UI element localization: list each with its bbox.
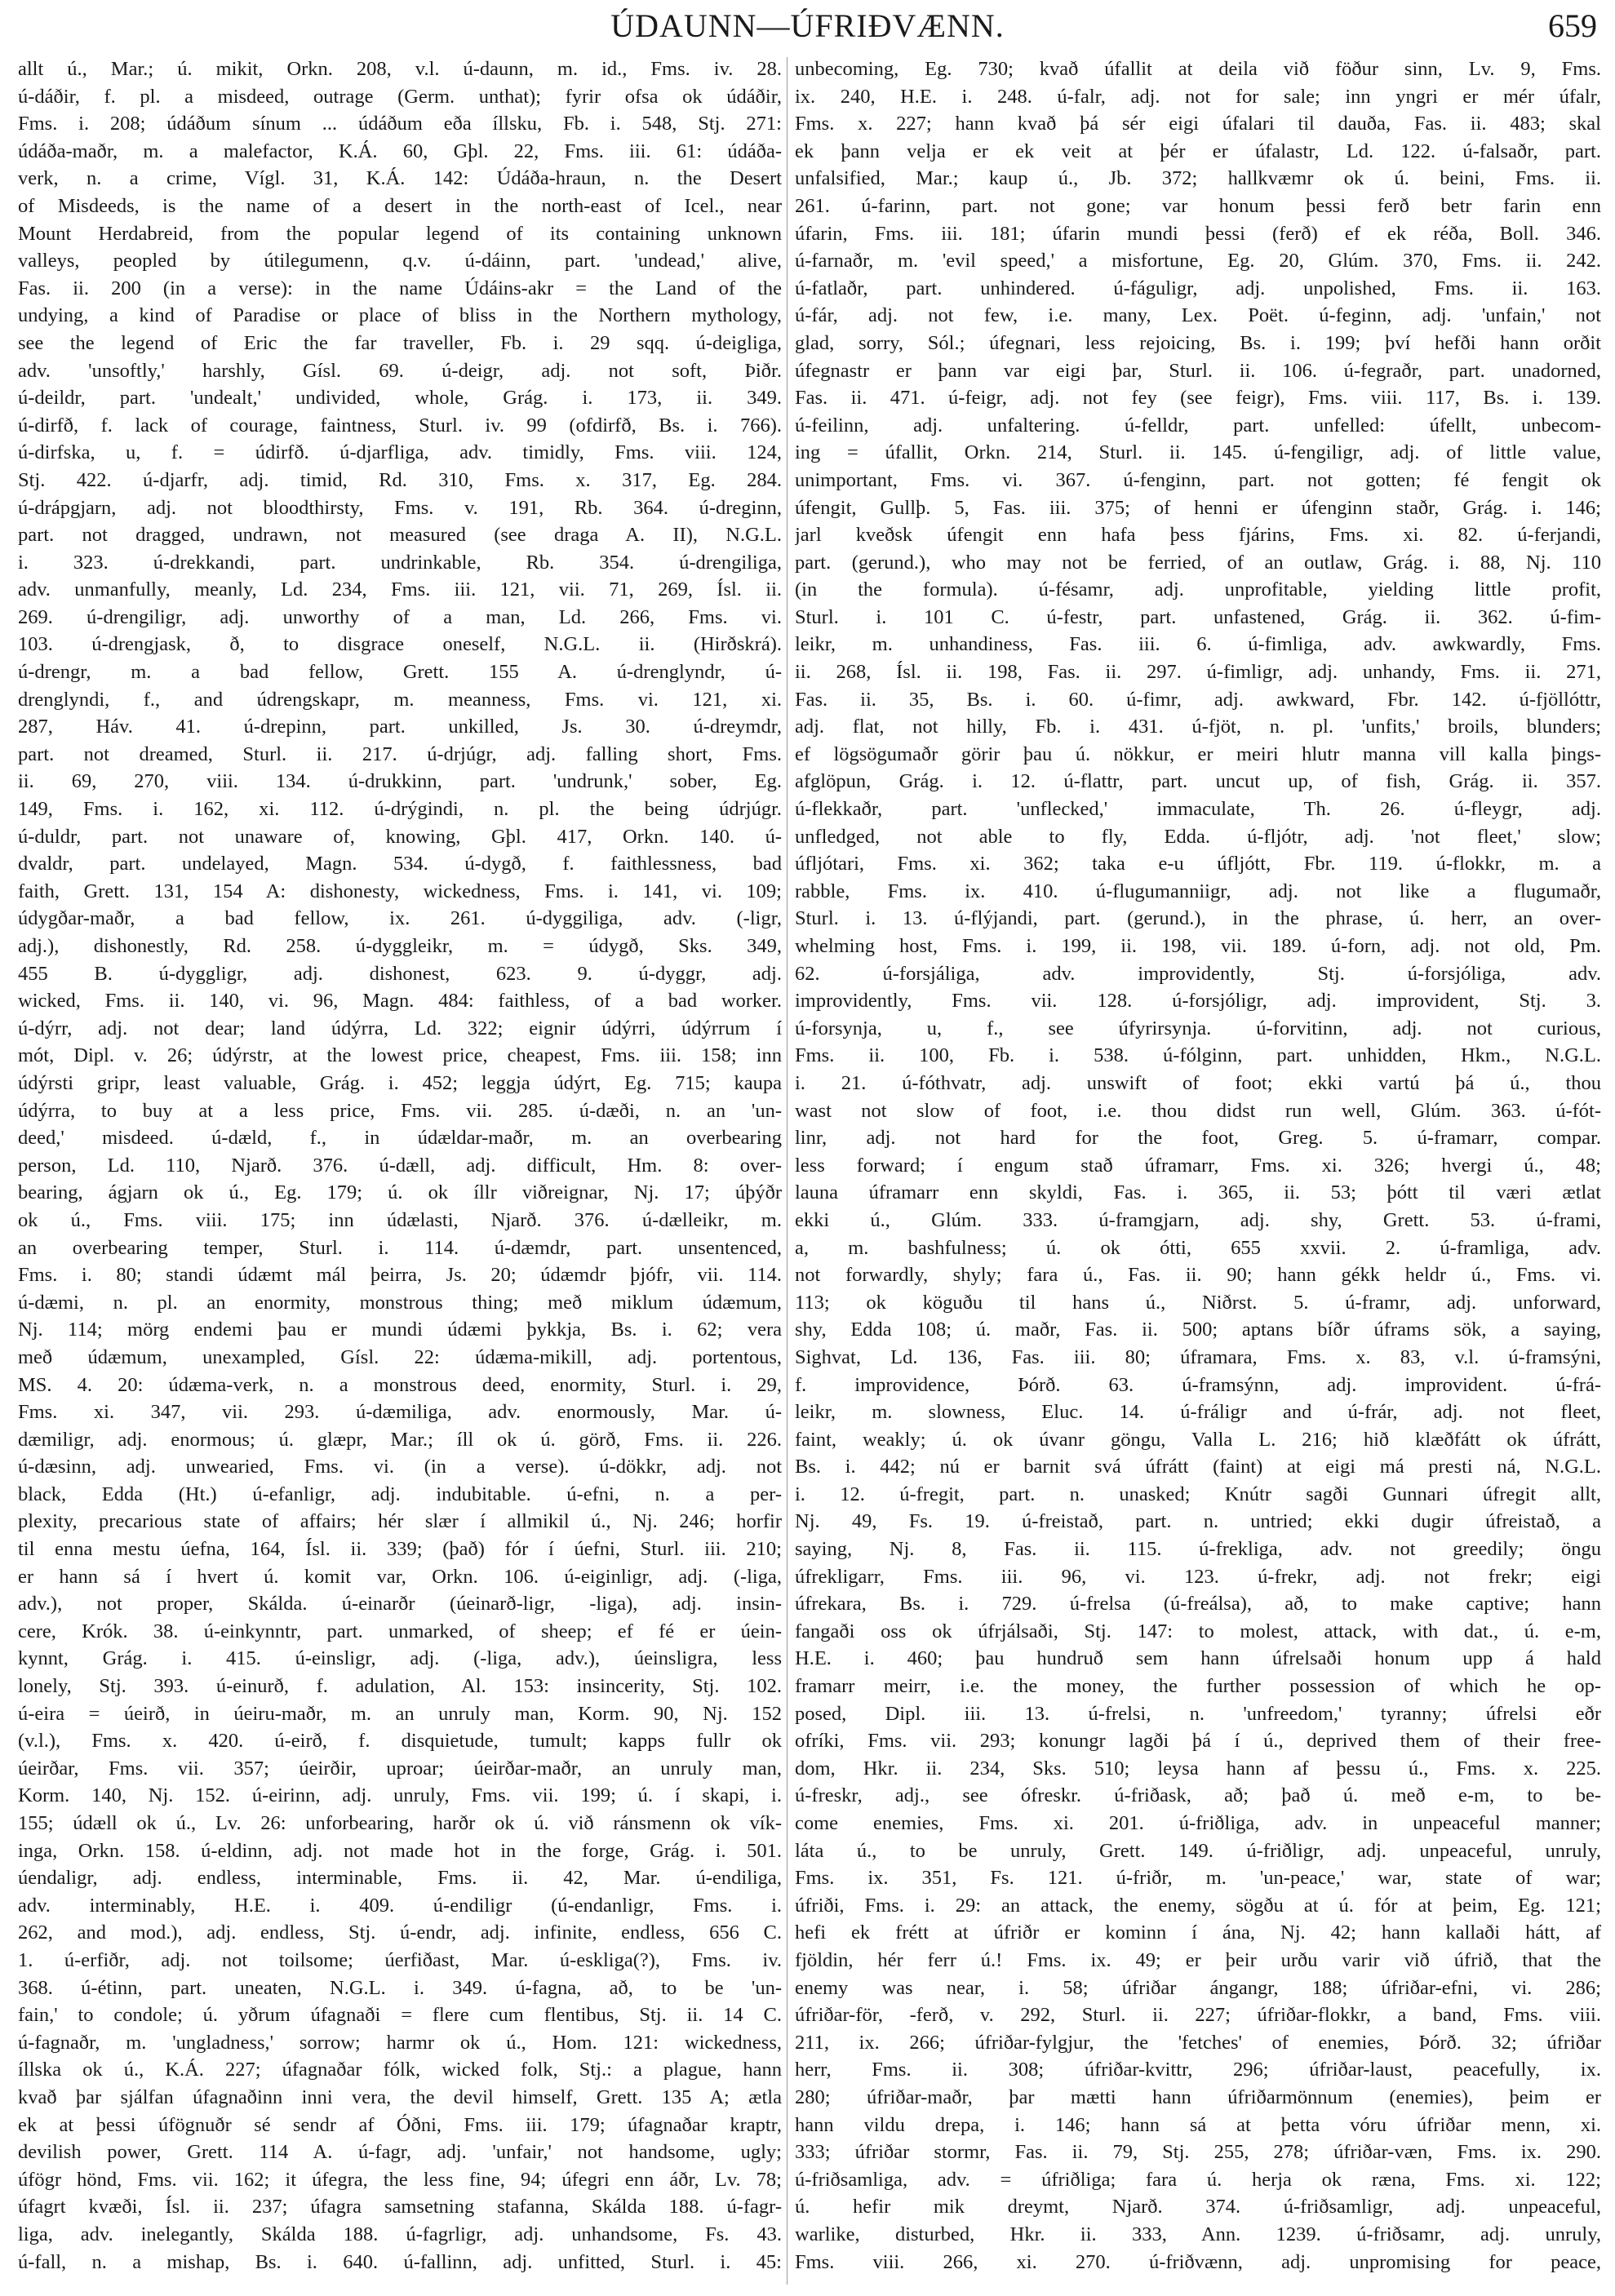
text-line: shy, Edda 108; ú. maðr, Fas. ii. 500; aptans bíðr úframs sök, a saying, [795,1319,1601,1341]
text-line: lonely, Stj. 393. ú-einurð, f. adulation, Al. 153: insincerity, Stj. 102. [18,1675,782,1698]
text-line: cere, Krók. 38. ú-einkynntr, part. unmarked, of sheep; ef fé er úein- [18,1620,782,1642]
text-line: 155; údæll ok ú., Lv. 26: unforbearing, harðr ok ú. við ránsmenn ok vík- [18,1812,782,1834]
text-line: 280; úfriðar-maðr, þar mætti hann úfriðarmönnum (enemies), þeim er [795,2085,1601,2108]
text-line: ofríki, Fms. vii. 293; konungr lagði þá í ú., deprived them of their free- [795,1730,1601,1753]
text-line: Fms. x. 227; hann kvað þá sér eigi úfalari til dauða, Fas. ii. 483; skal [795,113,1601,135]
text-line: fangaði oss ok úfrjálsaði, Stj. 147: to molest, attack, with dat., ú. e-m, [795,1620,1601,1642]
text-line: allt ú., Mar.; ú. mikit, Orkn. 208, v.l. ú-daunn, m. id., Fms. iv. 28. [18,58,782,80]
text-line: 211, ix. 266; úfriðar-fylgjur, the 'fetches' of enemies, Þórð. 32; úfriðar [795,2031,1601,2054]
text-line: adj. flat, not hilly, Fb. i. 431. ú-fjöt, n. pl. 'unfits,' broils, blunders; [795,716,1601,738]
text-line: ú-flekkaðr, part. 'unflecked,' immaculate, Th. 26. ú-fleygr, adj. [795,798,1601,821]
text-line: black, Edda (Ht.) ú-efanligr, adj. indubitable. ú-efni, n. a per- [18,1483,782,1505]
text-line: wast not slow of foot, i.e. thou didst run well, Glúm. 363. ú-fót- [795,1099,1601,1122]
text-line: dvaldr, part. undelayed, Magn. 534. ú-dygð, f. faithlessness, bad [18,853,782,875]
text-line: Bs. i. 442; nú er barnit svá úfrátt (faint) at eigi má presti ná, N.G.L. [795,1456,1601,1478]
text-line: ú-drengr, m. a bad fellow, Grett. 155 A. ú-drenglyndr, ú- [18,661,782,684]
text-line: ú-dirfska, u, f. = údirfð. ú-djarfliga, adv. timidly, Fms. viii. 124, [18,441,782,464]
column-divider [787,57,788,2285]
text-line: úfriði, Fms. i. 29: an attack, the enemy, sögðu at ú. fór at þeim, Eg. 121; [795,1894,1601,1917]
text-line: 1. ú-erfiðr, adj. not toilsome; úerfiðast, Mar. ú-eskliga(?), Fms. iv. [18,1948,782,1971]
text-line: warlike, disturbed, Hkr. ii. 333, Ann. 1239. ú-friðsamr, adj. unruly, [795,2223,1601,2245]
text-line: til enna mestu úefna, 164, Ísl. ii. 339; (það) fór í úefni, Sturl. iii. 210; [18,1538,782,1561]
text-line: i. 21. ú-fóthvatr, adj. unswift of foot; ekki vartú þá ú., thou [795,1071,1601,1094]
text-line: ú-dæsinn, adj. unwearied, Fms. vi. (in a verse). ú-dökkr, adj. not [18,1456,782,1478]
text-line: Sturl. i. 101 C. ú-festr, part. unfastened, Grág. ii. 362. ú-fim- [795,605,1601,628]
text-line: adv. interminably, H.E. i. 409. ú-endiligr (ú-endanligr, Fms. i. [18,1894,782,1917]
text-line: hefi ek frétt at úfriðr er kominn í ána, Nj. 42; hann kallaði hátt, af [795,1921,1601,1944]
text-line: glad, sorry, Sól.; úfegnari, less rejoicing, Bs. i. 199; því hefði hann orðit [795,331,1601,354]
text-line: part. (gerund.), who may not be ferried, of an outlaw, Grág. i. 88, Nj. 110 [795,551,1601,574]
left-column [18,55,782,2276]
text-line: údýrsti gripr, least valuable, Grág. i. 452; leggja údýrt, Eg. 715; kaupa [18,1071,782,1094]
text-line: ix. 240, H.E. i. 248. ú-falr, adj. not for sale; inn yngri er mér úfalr, [795,85,1601,108]
text-line: Fms. ii. 100, Fb. i. 538. ú-fólginn, part. unhidden, Hkm., N.G.L. [795,1044,1601,1067]
text-line: Fas. ii. 200 (in a verse): in the name Údáins-akr = the Land of the [18,277,782,299]
text-line: 103. ú-drengjask, ð, to disgrace oneself, N.G.L. ii. (Hirðskrá). [18,633,782,656]
text-line: 368. ú-étinn, part. uneaten, N.G.L. i. 349. ú-fagna, að, to be 'un- [18,1976,782,1999]
page-number: 659 [1548,7,1597,44]
text-line: launa úframarr enn skyldi, Fas. i. 365, ii. 53; þótt til væri ætlat [795,1181,1601,1204]
text-line: ú-fár, adj. not few, i.e. many, Lex. Poët. ú-feginn, adj. 'unfain,' not [795,304,1601,327]
text-line: ú-friðsamliga, adv. = úfriðliga; fara ú. herja ok ræna, Fms. xi. 122; [795,2168,1601,2191]
text-line: come enemies, Fms. xi. 201. ú-friðliga, adv. in unpeaceful manner; [795,1812,1601,1834]
text-line: ekki ú., Glúm. 333. ú-framgjarn, adj. shy, Grett. 53. ú-frami, [795,1208,1601,1231]
text-line: afglöpun, Grág. i. 12. ú-flattr, part. uncut up, of fish, Grág. ii. 357. [795,770,1601,793]
text-line: (in the formula). ú-fésamr, adj. unprofitable, yielding little profit, [795,578,1601,601]
text-line: kynnt, Grág. i. 415. ú-einsligr, adj. (-liga, adv.), úeinsligra, less [18,1647,782,1670]
right-column [795,55,1601,2276]
text-line: Fms. viii. 266, xi. 270. ú-friðvænn, adj. unpromising for peace, [795,2250,1601,2273]
text-line: 62. ú-forsjáliga, adv. improvidently, Stj. ú-forsjóliga, adv. [795,962,1601,985]
text-line: rabble, Fms. ix. 410. ú-flugumanniigr, adj. not like a flugumaðr, [795,880,1601,902]
text-line: úendaligr, adj. endless, interminable, Fms. ii. 42, Mar. ú-endiliga, [18,1867,782,1890]
text-line: dom, Hkr. ii. 234, Sks. 510; leysa hann af þessu ú., Fms. x. 225. [795,1757,1601,1780]
text-line: less forward; í engum stað úframarr, Fms. xi. 326; hvergi ú., 48; [795,1154,1601,1177]
text-line: MS. 4. 20: údæma-verk, n. a monstrous deed, enormity, Sturl. i. 29, [18,1373,782,1396]
text-line: inga, Orkn. 158. ú-eldinn, adj. not made hot in the forge, Grág. i. 501. [18,1839,782,1862]
text-line: adj.), dishonestly, Rd. 258. ú-dyggleikr, m. = údygð, Sks. 349, [18,935,782,957]
text-line: ú-drápgjarn, adj. not bloodthirsty, Fms. v. 191, Rb. 364. ú-dreginn, [18,496,782,519]
text-line: 333; úfriðar stormr, Fas. ii. 79, Stj. 255, 278; úfriðar-væn, Fms. ix. 290. [795,2141,1601,2164]
text-line: faith, Grett. 131, 154 A: dishonesty, wickedness, Fms. i. 141, vi. 109; [18,880,782,902]
text-line: ú-dýrr, adj. not dear; land údýrra, Ld. 322; eignir údýrri, údýrrum í [18,1017,782,1039]
page-header [0,7,1615,52]
text-line: láta ú., to be unruly, Grett. 149. ú-friðligr, adj. unpeaceful, unruly, [795,1839,1601,1862]
text-line: herr, Fms. ii. 308; úfriðar-kvittr, 296; úfriðar-laust, peacefully, ix. [795,2059,1601,2081]
text-line: úfarin, Fms. iii. 181; úfarin mundi þessi (ferð) ef ek réða, Boll. 346. [795,222,1601,245]
text-line: deed,' misdeed. ú-dæld, f., in údældar-maðr, m. an overbearing [18,1127,782,1150]
text-line: framarr meirr, i.e. the money, the further possession of which he op- [795,1675,1601,1698]
text-line: not forwardly, shyly; fara ú., Fas. ii. 90; hann gékk heldr ú., Fms. vi. [795,1264,1601,1287]
text-line: unfalsified, Mar.; kaup ú., Jb. 372; hallkvæmr ok ú. beini, Fms. ii. [795,167,1601,190]
text-line: með údæmum, unexampled, Gísl. 22: údæma-mikill, adj. portentous, [18,1345,782,1368]
text-line: ú-farnaðr, m. 'evil speed,' a misfortune, Eg. 20, Glúm. 370, Fms. ii. 242. [795,250,1601,273]
text-line: ú-fatlaðr, part. unhindered. ú-fáguligr, adj. unpolished, Fms. ii. 163. [795,277,1601,299]
text-line: 261. ú-farinn, part. not gone; var honum þessi ferð betr farin enn [795,194,1601,217]
text-line: úfagrt kvæði, Ísl. ii. 237; úfagra samsetning stafanna, Skálda 188. ú-fagr- [18,2196,782,2218]
text-line: undying, a kind of Paradise or place of bliss in the Northern mythology, [18,304,782,327]
text-line: íllska ok ú., K.Á. 227; úfagnaðar fólk, wicked folk, Stj.: a plague, hann [18,2059,782,2081]
text-line: Korm. 140, Nj. 152. ú-eirinn, adj. unruly, Fms. vii. 199; ú. í skapi, i. [18,1784,782,1807]
text-line: Sighvat, Ld. 136, Fas. iii. 80; úframara, Fms. x. 83, v.l. ú-framsýni, [795,1345,1601,1368]
text-line: Stj. 422. ú-djarfr, adj. timid, Rd. 310, Fms. x. 317, Eg. 284. [18,468,782,491]
text-line: Fas. ii. 35, Bs. i. 60. ú-fimr, adj. awkward, Fbr. 142. ú-fjöllóttr, [795,688,1601,711]
text-line: ok ú., Fms. viii. 175; inn údælasti, Njarð. 376. ú-dælleikr, m. [18,1208,782,1231]
text-line: er hann sá í hvert ú. komit var, Orkn. 106. ú-eiginligr, adj. (-liga, [18,1565,782,1588]
text-line: ú-fall, n. a mishap, Bs. i. 640. ú-fallinn, adj. unfitted, Sturl. i. 45: [18,2250,782,2273]
text-line: plexity, precarious state of affairs; hér slær í allmikil ú., Nj. 246; horfir [18,1510,782,1533]
text-line: úfengit, Gullþ. 5, Fas. iii. 375; of henni er úfenginn staðr, Grág. i. 146; [795,496,1601,519]
text-line: ef lögsögumaðr görir þau ú. nökkur, er meiri hlutr manna vill kalla þings- [795,742,1601,765]
text-line: údýrra, to buy at a less price, Fms. vii. 285. ú-dæði, n. an 'un- [18,1099,782,1122]
text-line: part. not dreamed, Sturl. ii. 217. ú-drjúgr, adj. falling short, Fms. [18,742,782,765]
text-line: Nj. 49, Fs. 19. ú-freistað, part. n. untried; ekki dugir úfreistað, a [795,1510,1601,1533]
text-line: 287, Háv. 41. ú-drepinn, part. unkilled, Js. 30. ú-dreymdr, [18,716,782,738]
text-line: ú-freskr, adj., see ófreskr. ú-friðask, að; það ú. með e-m, to be- [795,1784,1601,1807]
text-line: devilish power, Grett. 114 A. ú-fagr, adj. 'unfair,' not handsome, ugly; [18,2141,782,2164]
text-line: Mount Herdabreid, from the popular legend of its containing unknown [18,222,782,245]
text-line: (v.l.), Fms. x. 420. ú-eirð, f. disquietude, tumult; kapps fullr ok [18,1730,782,1753]
text-line: liga, adv. inelegantly, Skálda 188. ú-fagrligr, adj. unhandsome, Fs. 43. [18,2223,782,2245]
text-line: údáða-maðr, m. a malefactor, K.Á. 60, Gþl. 22, Fms. iii. 61: údáða- [18,140,782,162]
text-line: ú-dáðir, f. pl. a misdeed, outrage (Germ. unthat); fyrir ofsa ok údáðir, [18,85,782,108]
text-line: ek at þessi úfögnuðr sé sendr af Óðni, Fms. iii. 179; úfagnaðar kraptr, [18,2113,782,2136]
text-line: of Misdeeds, is the name of a desert in the north-east of Icel., near [18,194,782,217]
text-line: unimportant, Fms. vi. 367. ú-fenginn, part. not gotten; fé fengit ok [795,468,1601,491]
text-line: Fms. xi. 347, vii. 293. ú-dæmiliga, adv. enormously, Mar. ú- [18,1401,782,1424]
text-line: H.E. i. 460; þau hundruð sem hann úfrelsaði honum upp á hald [795,1647,1601,1670]
text-line: ú-dirfð, f. lack of courage, faintness, Sturl. iv. 99 (ofdirfð, Bs. i. 766). [18,414,782,437]
text-line: Fms. ix. 351, Fs. 121. ú-friðr, m. 'un-peace,' war, state of war; [795,1867,1601,1890]
text-line: f. improvidence, Þórð. 63. ú-framsýnn, adj. improvident. ú-frá- [795,1373,1601,1396]
text-line: a, m. bashfulness; ú. ok ótti, 655 xxvii. 2. ú-framliga, adv. [795,1236,1601,1259]
text-line: úfljótari, Fms. xi. 362; taka e-u úfljótt, Fbr. 119. ú-flokkr, m. a [795,853,1601,875]
text-line: jarl kveðsk úfengit enn hafa þess fjárins, Fms. xi. 82. ú-ferjandi, [795,524,1601,547]
text-line: see the legend of Eric the far traveller, Fb. i. 29 sqq. ú-deigliga, [18,331,782,354]
text-line: Nj. 114; mörg endemi þau er mundi údæmi þykkja, Bs. i. 62; vera [18,1319,782,1341]
text-line: whelming host, Fms. i. 199, ii. 198, vii. 189. ú-forn, adj. not old, Pm. [795,935,1601,957]
text-line: fain,' to condole; ú. yðrum úfagnaði = flere cum flentibus, Stj. ii. 14 C. [18,2004,782,2027]
text-line: Sturl. i. 13. ú-flýjandi, part. (gerund.), in the phrase, ú. herr, an over- [795,907,1601,930]
text-line: mót, Dipl. v. 26; údýrstr, at the lowest price, cheapest, Fms. iii. 158; inn [18,1044,782,1067]
text-line: adv. 'unsoftly,' harshly, Gísl. 69. ú-deigr, adj. not soft, Þiðr. [18,359,782,382]
text-line: údygðar-maðr, a bad fellow, ix. 261. ú-dyggiliga, adv. (-ligr, [18,907,782,930]
text-line: bearing, ágjarn ok ú., Eg. 179; ú. ok íllr viðreignar, Nj. 17; úþýðr [18,1181,782,1204]
text-line: ú-duldr, part. not unaware of, knowing, Gþl. 417, Orkn. 140. ú- [18,825,782,848]
text-line: 149, Fms. i. 162, xi. 112. ú-drýgindi, n. pl. the being údrjúgr. [18,798,782,821]
text-line: faint, weakly; ú. ok úvanr göngu, Valla L. 216; hið klæðfátt ok úfrátt, [795,1428,1601,1451]
text-line: verk, n. a crime, Vígl. 31, K.Á. 142: Údáða-hraun, n. the Desert [18,167,782,190]
text-line: úfrekligarr, Fms. iii. 96, vi. 123. ú-frekr, adj. not frekr; eigi [795,1565,1601,1588]
text-line: ú-dæmi, n. pl. an enormity, monstrous thing; með miklum údæmum, [18,1291,782,1314]
text-line: ú-deildr, part. 'undealt,' undivided, whole, Grág. i. 173, ii. 349. [18,387,782,410]
text-line: ek þann velja er ek veit at þér er úfalastr, Ld. 122. ú-falsaðr, part. [795,140,1601,162]
text-line: 269. ú-drengiligr, adj. unworthy of a man, Ld. 266, Fms. vi. [18,605,782,628]
text-line: dæmiligr, adj. enormous; ú. glæpr, Mar.; íll ok ú. görð, Fms. ii. 226. [18,1428,782,1451]
text-line: adv. unmanfully, meanly, Ld. 234, Fms. iii. 121, vii. 71, 269, Ísl. ii. [18,578,782,601]
text-line: 455 B. ú-dyggligr, adj. dishonest, 623. 9. ú-dyggr, adj. [18,962,782,985]
text-line: hann vildu drepa, i. 146; hann sá at þetta vóru úfriðar menn, xi. [795,2113,1601,2136]
text-line: enemy was near, i. 58; úfriðar ángangr, 188; úfriðar-efni, vi. 286; [795,1976,1601,1999]
text-line: 262, and mod.), adj. endless, Stj. ú-endr, adj. infinite, endless, 656 C. [18,1921,782,1944]
text-line: wicked, Fms. ii. 140, vi. 96, Magn. 484: faithless, of a bad worker. [18,990,782,1013]
text-line: ú-fagnaðr, m. 'ungladness,' sorrow; harmr ok ú., Hom. 121: wickedness, [18,2031,782,2054]
text-line: Fms. i. 208; údáðum sínum ... údáðum eða íllsku, Fb. i. 548, Stj. 271: [18,113,782,135]
text-line: úeirðar, Fms. vii. 357; úeirðir, uproar; úeirðar-maðr, an unruly man, [18,1757,782,1780]
text-line: úfrekara, Bs. i. 729. ú-frelsa (ú-freálsa), að, to make captive; hann [795,1593,1601,1616]
text-line: ii. 69, 270, viii. 134. ú-drukkinn, part. 'undrunk,' sober, Eg. [18,770,782,793]
text-line: Fms. i. 80; standi údæmt mál þeirra, Js. 20; údæmdr þjófr, vii. 114. [18,1264,782,1287]
text-line: leikr, m. unhandiness, Fas. iii. 6. ú-fimliga, adv. awkwardly, Fms. [795,633,1601,656]
text-line: ii. 268, Ísl. ii. 198, Fas. ii. 297. ú-fimligr, adj. unhandy, Fms. ii. 271, [795,661,1601,684]
text-line: ing = úfallit, Orkn. 214, Sturl. ii. 145. ú-fengiligr, adj. of little value, [795,441,1601,464]
text-line: valleys, peopled by útilegumenn, q.v. ú-dáinn, part. 'undead,' alive, [18,250,782,273]
text-line: posed, Dipl. iii. 13. ú-frelsi, n. 'unfreedom,' tyranny; úfrelsi eðr [795,1702,1601,1725]
text-line: person, Ld. 110, Njarð. 376. ú-dæll, adj. difficult, Hm. 8: over- [18,1154,782,1177]
text-line: leikr, m. slowness, Eluc. 14. ú-fráligr and ú-frár, adj. not fleet, [795,1401,1601,1424]
running-head-title: ÚDAUNN—ÚFRIÐVÆNN. [610,7,1005,44]
text-line: unfledged, not able to fly, Edda. ú-fljótr, adj. 'not fleet,' slow; [795,825,1601,848]
text-line: fjöldin, hér ferr ú.! Fms. ix. 49; er þeir urðu varir við úfrið, that the [795,1948,1601,1971]
text-line: i. 323. ú-drekkandi, part. undrinkable, Rb. 354. ú-drengiliga, [18,551,782,574]
text-line: saying, Nj. 8, Fas. ii. 115. ú-frekliga, adv. not greedily; öngu [795,1538,1601,1561]
text-line: ú-forsynja, u, f., see úfyrirsynja. ú-forvitinn, adj. not curious, [795,1017,1601,1039]
text-line: an overbearing temper, Sturl. i. 114. ú-dæmdr, part. unsentenced, [18,1236,782,1259]
text-line: kvað þar sjálfan úfagnaðinn inni vera, the devil himself, Grett. 135 A; ætla [18,2085,782,2108]
text-line: drenglyndi, f., and údrengskapr, m. meanness, Fms. vi. 121, xi. [18,688,782,711]
text-line: linr, adj. not hard for the foot, Greg. 5. ú-framarr, compar. [795,1127,1601,1150]
text-line: ú. hefir mik dreymt, Njarð. 374. ú-friðsamligr, adj. unpeaceful, [795,2196,1601,2218]
text-line: ú-feilinn, adj. unfaltering. ú-felldr, part. unfelled: úfellt, unbecom- [795,414,1601,437]
text-line: i. 12. ú-fregit, part. n. unasked; Knútr sagði Gunnari úfregit allt, [795,1483,1601,1505]
text-line: úfriðar-för, -ferð, v. 292, Sturl. ii. 227; úfriðar-flokkr, a band, Fms. viii. [795,2004,1601,2027]
text-line: ú-eira = úeirð, in úeiru-maðr, m. an unruly man, Korm. 90, Nj. 152 [18,1702,782,1725]
text-line: 113; ok köguðu til hans ú., Niðrst. 5. ú-framr, adj. unforward, [795,1291,1601,1314]
text-line: úfegnastr er þann var eigi þar, Sturl. ii. 106. ú-fegraðr, part. unadorned, [795,359,1601,382]
text-line: Fas. ii. 471. ú-feigr, adj. not fey (see feigr), Fms. viii. 117, Bs. i. 139. [795,387,1601,410]
text-line: adv.), not proper, Skálda. ú-einarðr (úeinarð-ligr, -liga), adj. insin- [18,1593,782,1616]
text-line: part. not dragged, undrawn, not measured (see draga A. II), N.G.L. [18,524,782,547]
text-line: unbecoming, Eg. 730; kvað úfallit at deila við föður sinn, Lv. 9, Fms. [795,58,1601,80]
text-line: improvidently, Fms. vii. 128. ú-forsjóligr, adj. improvident, Stj. 3. [795,990,1601,1013]
text-line: úfögr hönd, Fms. vii. 162; it úfegra, the less fine, 94; úfegri enn áðr, Lv. 78; [18,2168,782,2191]
